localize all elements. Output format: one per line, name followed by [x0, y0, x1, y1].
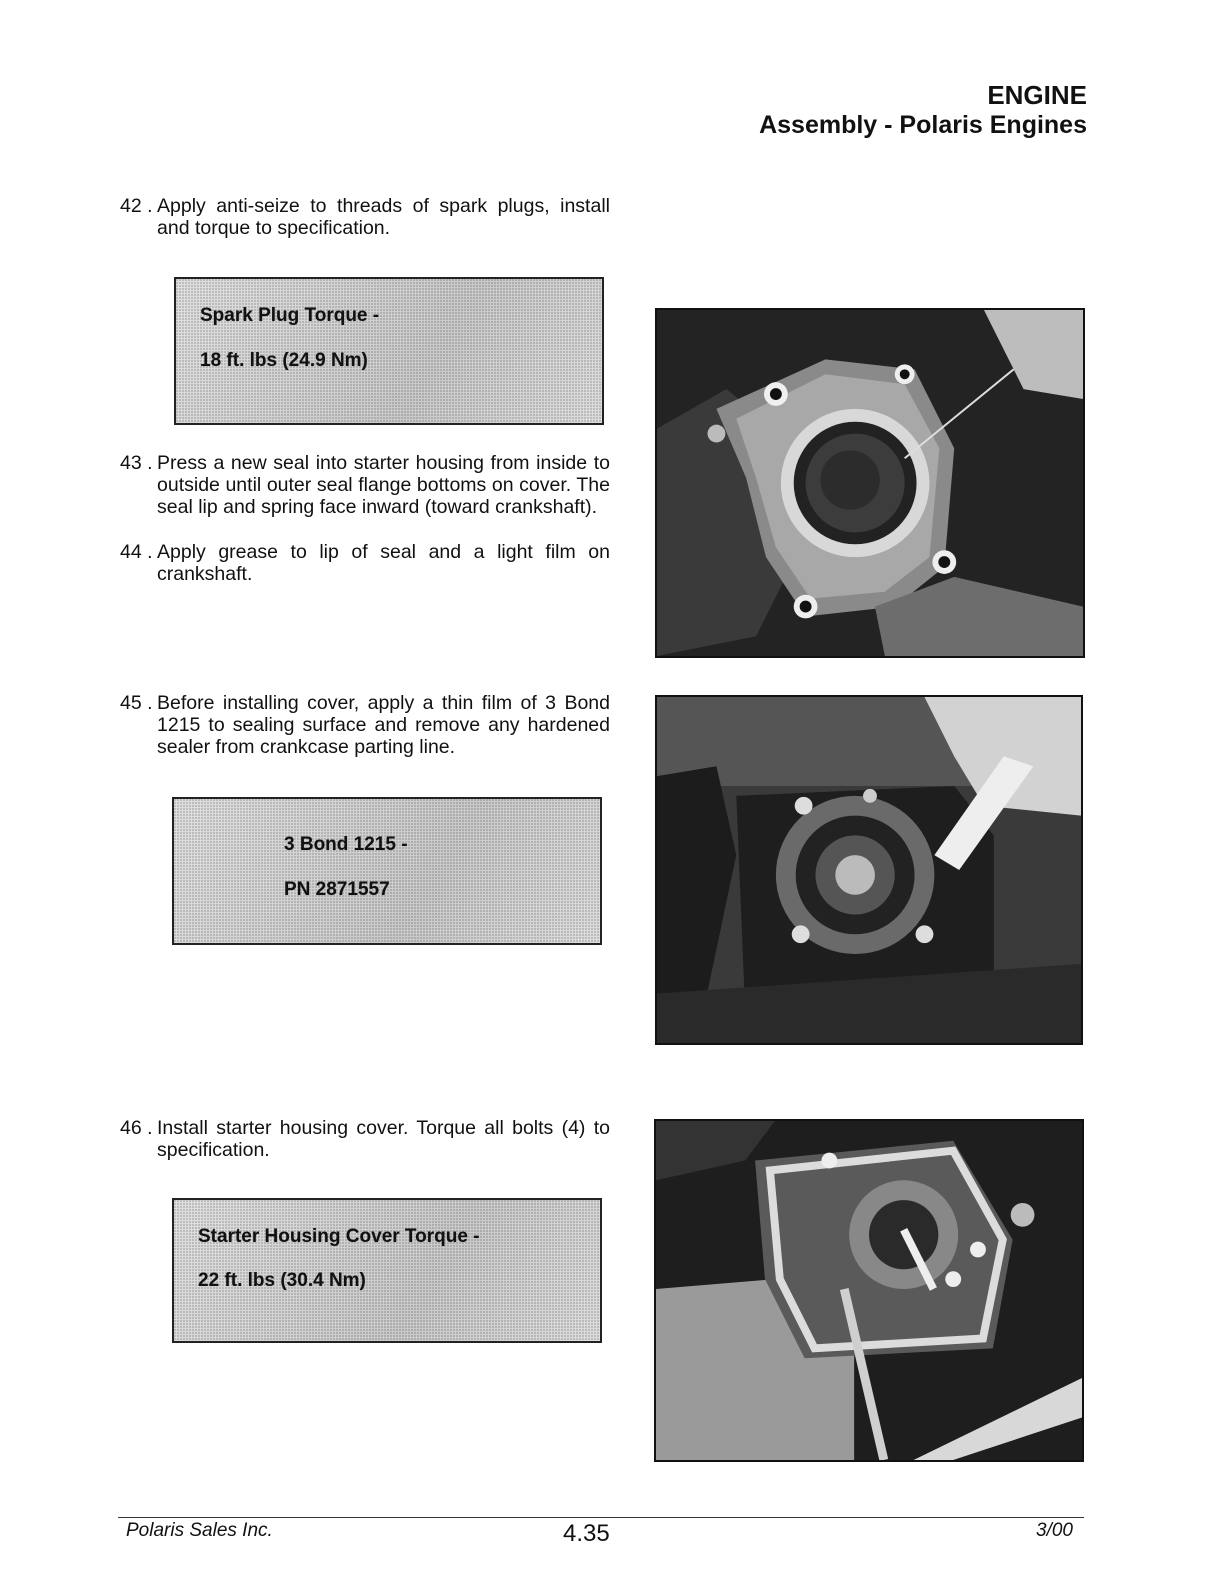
spec-label: Spark Plug Torque - [200, 305, 380, 326]
spec-label: 3 Bond 1215 - [284, 834, 408, 855]
photo-applying-sealant [655, 695, 1083, 1045]
step-46 [120, 1117, 610, 1161]
spec-label: Starter Housing Cover Torque - [198, 1226, 480, 1247]
spec-box-3-bond [172, 797, 602, 945]
step-42 [120, 195, 610, 239]
photo-torque-cover-bolts-image [656, 1121, 1082, 1460]
step-number: 45 . [120, 692, 153, 714]
step-45 [120, 692, 610, 758]
photo-starter-housing-seal [655, 308, 1085, 658]
footer-date: 3/00 [1036, 1520, 1073, 1541]
spec-box-starter-housing-torque [172, 1198, 602, 1343]
photo-torque-cover-bolts [654, 1119, 1084, 1462]
step-number: 42 . [120, 195, 153, 217]
step-number: 46 . [120, 1117, 153, 1139]
page-header [759, 80, 1087, 140]
subsection-title: Assembly - Polaris Engines [759, 111, 1087, 139]
step-number: 43 . [120, 452, 153, 474]
spec-value: 18 ft. lbs (24.9 Nm) [200, 350, 368, 371]
step-text: Before installing cover, apply a thin film of 3 Bond 1215 to sealing surface and remove any hardened sealer from crankcase parting line. [157, 692, 610, 758]
step-44 [120, 541, 610, 585]
step-43 [120, 452, 610, 518]
spec-value: 22 ft. lbs (30.4 Nm) [198, 1270, 366, 1291]
photo-applying-sealant-image [657, 697, 1081, 1043]
spec-value: PN 2871557 [284, 879, 390, 900]
step-text: Install starter housing cover. Torque all bolts (4) to specification. [157, 1117, 610, 1161]
step-number: 44 . [120, 541, 153, 563]
footer-rule [118, 1517, 1084, 1518]
step-text: Apply anti-seize to threads of spark plugs, install and torque to specification. [157, 195, 610, 239]
section-title: ENGINE [987, 80, 1087, 110]
footer-company: Polaris Sales Inc. [126, 1520, 273, 1541]
step-text: Press a new seal into starter housing from inside to outside until outer seal flange bottoms on cover. The seal lip and spring face inward (toward crankshaft). [157, 452, 610, 518]
spec-box-spark-plug-torque [174, 277, 604, 425]
page-number: 4.35 [563, 1520, 610, 1547]
step-text: Apply grease to lip of seal and a light film on crankshaft. [157, 541, 610, 585]
photo-starter-housing-seal-image [657, 310, 1083, 656]
